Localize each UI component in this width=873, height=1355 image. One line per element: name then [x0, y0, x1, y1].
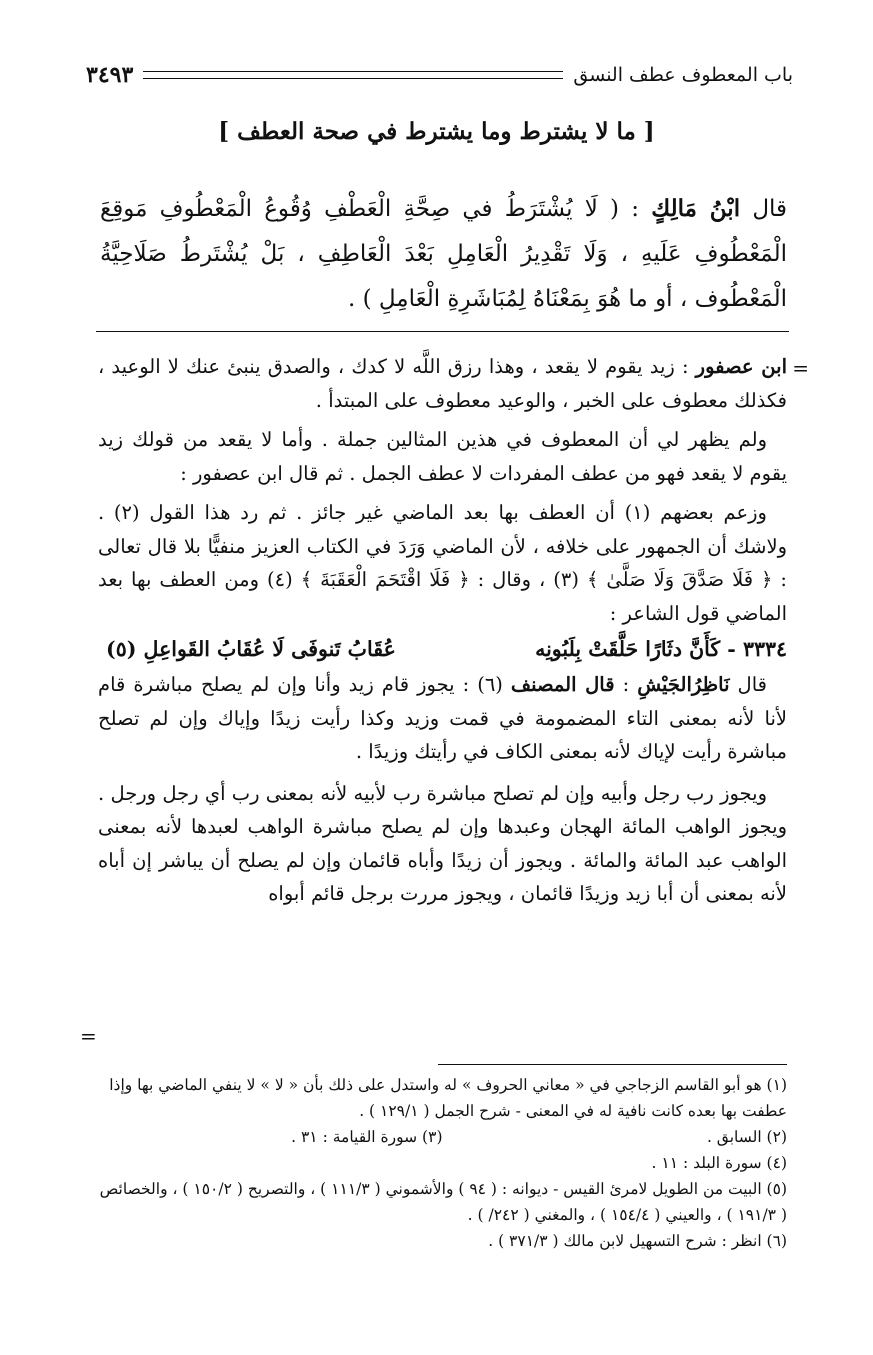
verse-hemistich-2: عُقَابُ تَنوفَى لَا عُقَابُ القَواعِلِ (٥): [106, 637, 396, 661]
page-number: ٣٤٩٣: [86, 62, 134, 88]
matn-divider: [96, 331, 789, 332]
footnote-1: (١) هو أبو القاسم الزجاجي في « معاني الحروف » له واستدل على ذلك بأن « لا » لا ينفي الماضي بها وإذا عطفت بها بعده كانت نافية له في المعنى - شرح الجمل ( ١٢٩/١ ) .: [109, 1076, 787, 1120]
commentary-body: [98, 350, 809, 911]
footnotes: [98, 1072, 787, 1254]
paragraph-4: [98, 668, 787, 769]
matn-text: [100, 186, 787, 322]
p4-speaker: نَاظِرُالجَيْشِ: [637, 673, 730, 696]
verse-hemistich-1: ٣٣٣٤ - كَأَنَّ دثَارًا حَلَّقَتْ بِلَبُونِه: [535, 637, 787, 661]
p1-text: : زيد يقوم لا يقعد ، وهذا رزق اللَّه لا كدك ، والصدق ينبئ عنك لا الوعيد ، فكذلك معطوف على الخبر ، والوعيد معطوف على المبتدأ .: [98, 355, 787, 412]
footnote-rule: [438, 1064, 787, 1065]
matn-body: : ( لَا يُشْتَرَطُ في صِحَّةِ الْعَطْفِ وُقُوعُ الْمَعْطُوفِ مَوقِعَ الْمَعْطُوفِ عَلَيهِ ، وَلَا تَقْدِيرُ الْعَامِلِ بَعْدَ الْعَاطِفِ ، بَلْ يُشْتَرطُ صَلَاحِيَّةُ الْمَعْطُوف ، أو ما هُوَ بِمَعْنَاهُ لِمُبَاشَرِةِ الْعَامِلِ ) .: [100, 196, 787, 312]
paragraph-5: ويجوز رب رجل وأبيه وإن لم تصلح مباشرة رب لأبيه لأنه بمعنى رب أي رجل ورجل . ويجوز الواهب المائة الهجان وعبدها وإن لم يصلح مباشرة الواهب لعبدها لأنه بمعنى الواهب عبد المائة والمائة . ويجوز أن زيدًا وأباه قائمان وإن لم يصلح أن يباشر إن أباه لأنه بمعنى أن أبا زيد وزيدًا قائمان ، ويجوز مررت برجل قائم أبواه: [98, 781, 787, 905]
footnote-3: (٣) سورة القيامة : ٣١ .: [291, 1128, 443, 1146]
footnote-4: (٤) سورة البلد : ١١ .: [651, 1154, 787, 1172]
p4-colon: :: [622, 673, 630, 696]
section-title: [ ما لا يشترط وما يشترط في صحة العطف ]: [218, 118, 655, 145]
running-header: [86, 58, 793, 92]
p4-lead: قال: [737, 673, 767, 696]
footnote-2: (٢) السابق .: [706, 1128, 787, 1146]
matn-speaker: ابْنُ مَالِكٍ: [651, 195, 741, 222]
footnote-5: (٥) البيت من الطويل لامرئ القيس - ديوانه : ( ٩٤ ) والأشموني ( ١١١/٣ ) ، والتصريح ( ١٥٠/٢ ) ، والخصائص ( ١٩١/٣ ) ، والعيني ( ١٥٤/٤ ) ، والمغني ( ٢٤٢/ ) .: [99, 1180, 787, 1224]
paragraph-3: وزعم بعضهم (١) أن العطف بها بعد الماضي غير جائز . ثم رد هذا القول (٢) . ولاشك أن الجمهور على خلافه ، لأن الماضي وَرَدَ في الكتاب العزيز منفيًّا بلا قال تعالى : ﴿ فَلَا صَدَّقَ وَلَا صَلَّىٰ ﴾ (٣) ، وقال : ﴿ فَلَا اقْتَحَمَ الْعَقَبَةَ ﴾ (٤) ومن العطف بها بعد الماضي قول الشاعر :: [98, 501, 788, 625]
p4-author: قال المصنف: [510, 673, 615, 696]
trailing-continuation-mark: =: [80, 1024, 97, 1048]
footnote-6: (٦) انظر : شرح التسهيل لابن مالك ( ٣٧١/٣ ) .: [488, 1232, 787, 1250]
continuation-mark: =: [792, 356, 809, 380]
verse-line: [98, 630, 787, 668]
header-double-rule: [143, 71, 563, 79]
matn-lead: قال: [752, 196, 788, 222]
paragraph-1: [98, 350, 787, 417]
p4-text: (٦) : يجوز قام زيد وأنا وإن لم يصلح مباشرة قام لأنا لأنه بمعنى التاء المضمومة في قمت وزيد وكذا رأيت زيدًا وإياك وإن لم تصلح مباشرة رأيت لإياك لأنه بمعنى الكاف في رأيتك وزيدًا .: [98, 673, 787, 763]
footnote-row-2-3: [98, 1124, 787, 1150]
p1-speaker: ابن عصفور: [695, 355, 787, 378]
running-title: باب المعطوف عطف النسق: [573, 64, 793, 86]
paragraph-2: ولم يظهر لي أن المعطوف في هذين المثالين جملة . وأما لا يقعد من قولك زيد يقوم لا يقعد فهو من عطف المفردات لا عطف الجمل . ثم قال ابن عصفور :: [98, 428, 787, 485]
